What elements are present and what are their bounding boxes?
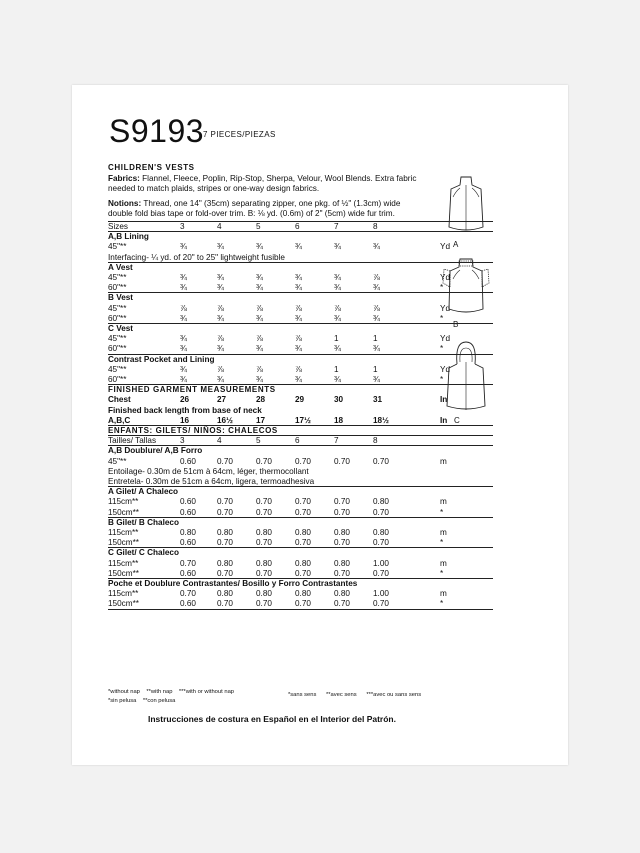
sizes-label: Tailles/ Tallas xyxy=(108,436,157,446)
size-value: 8 xyxy=(373,222,378,231)
cell-value: ¾ xyxy=(180,334,187,344)
cell-value: 0.70 xyxy=(334,568,350,578)
fabrics-label: Fabrics: xyxy=(108,174,140,183)
cell-value: ¾ xyxy=(373,344,380,354)
cell-value: 28 xyxy=(256,395,266,405)
cell-value: 17½ xyxy=(295,415,311,425)
size-value: 5 xyxy=(256,436,261,446)
unit-label: * xyxy=(440,568,444,578)
interfacing-note-text: Entretela- 0.30m de 51cm a 64cm, ligera, termoadhesiva xyxy=(108,477,315,486)
cell-value: ¾ xyxy=(373,375,380,384)
size-value: 7 xyxy=(334,222,339,231)
chest-row xyxy=(108,395,493,405)
unit-label: Yd xyxy=(440,303,451,313)
cell-value: ¾ xyxy=(334,273,341,282)
cell-value: 0.70 xyxy=(256,538,272,548)
cell-value: 0.80 xyxy=(217,558,233,568)
cell-value: 0.80 xyxy=(256,589,272,599)
yardage-row xyxy=(108,304,493,314)
size-value: 6 xyxy=(295,222,300,231)
cell-value: ¾ xyxy=(334,283,341,293)
fabrics-text-2: needed to match plaids, stripes or one-way design fabrics. xyxy=(108,184,320,193)
cell-value: 0.80 xyxy=(334,589,350,599)
finished-heading-row xyxy=(108,385,493,395)
cell-value: 1.00 xyxy=(373,589,389,599)
cell-value: ⅞ xyxy=(295,364,302,374)
cell-value: 16 xyxy=(180,415,190,425)
row-label: 60"** xyxy=(108,375,127,384)
section-name-text: C Gilet/ C Chaleco xyxy=(108,548,179,558)
cell-value: ¾ xyxy=(217,375,224,384)
unit-label: * xyxy=(440,313,444,323)
footnotes-french xyxy=(288,692,421,699)
cell-value: 30 xyxy=(334,395,344,405)
footnote-fr-2: **avec sens xyxy=(326,692,357,698)
cell-value: 0.70 xyxy=(334,497,350,507)
cell-value: ¾ xyxy=(334,313,341,323)
notions-line-1 xyxy=(108,199,400,209)
cell-value: 0.70 xyxy=(295,538,311,548)
cell-value: 0.70 xyxy=(334,599,350,609)
cell-value: ¾ xyxy=(217,273,224,282)
cell-value: 0.80 xyxy=(373,528,389,537)
row-label: 150cm** xyxy=(108,538,139,548)
section-name-text: A,B Doublure/ A,B Forro xyxy=(108,446,203,456)
footnote-fr-1: *sans sens xyxy=(288,692,317,698)
row-label: 60"** xyxy=(108,344,127,354)
cell-value: 1 xyxy=(334,334,339,344)
size-value: 4 xyxy=(217,222,222,231)
size-value: 4 xyxy=(217,436,222,446)
cell-value: 0.70 xyxy=(373,456,389,466)
cell-value: 0.70 xyxy=(373,568,389,578)
cell-value: 0.80 xyxy=(295,528,311,537)
sizes-label: Sizes xyxy=(108,222,129,231)
section-name xyxy=(108,446,493,456)
row-label: 45"** xyxy=(108,273,127,282)
unit-label: * xyxy=(440,283,444,293)
view-label-a: A xyxy=(453,240,459,249)
cell-value: 0.70 xyxy=(180,589,196,599)
cell-value: 27 xyxy=(217,395,227,405)
cell-value: ¾ xyxy=(217,283,224,293)
section-name-text: Contrast Pocket and Lining xyxy=(108,354,215,364)
cell-value: 1 xyxy=(373,364,378,374)
cell-value: ¾ xyxy=(334,375,341,384)
cell-value: 29 xyxy=(295,395,305,405)
cell-value: ¾ xyxy=(180,313,187,323)
cell-value: ¾ xyxy=(295,242,302,252)
section-heading: CHILDREN'S VESTS xyxy=(108,163,195,172)
cell-value: ¾ xyxy=(217,344,224,354)
cell-value: 0.70 xyxy=(217,538,233,548)
cell-value: ¾ xyxy=(180,375,187,384)
size-value: 7 xyxy=(334,436,339,446)
back-length-label-text: Finished back length from base of neck xyxy=(108,405,262,415)
back-length-label xyxy=(108,406,493,416)
section-name-text: C Vest xyxy=(108,324,134,333)
section-name-text: A,B Lining xyxy=(108,232,149,242)
cell-value: 0.70 xyxy=(334,456,350,466)
interfacing-note xyxy=(108,467,493,477)
section-name xyxy=(108,579,493,589)
unit-label: * xyxy=(440,538,444,548)
row-label: 150cm** xyxy=(108,507,139,517)
metrage-row xyxy=(108,559,493,569)
cell-value: ¾ xyxy=(256,313,263,323)
row-label: 45"** xyxy=(108,334,127,344)
cell-value: 18½ xyxy=(373,415,389,425)
cell-value: ¾ xyxy=(180,283,187,293)
footnotes-english xyxy=(108,689,234,696)
notions-label: Notions: xyxy=(108,199,142,208)
cell-value: ⅞ xyxy=(373,273,380,282)
cell-value: 0.70 xyxy=(334,538,350,548)
cell-value: ⅞ xyxy=(334,303,341,313)
unit-label: m xyxy=(440,497,447,507)
cell-value: ⅞ xyxy=(256,364,263,374)
cell-value: 0.80 xyxy=(334,528,350,537)
rule-line xyxy=(108,609,493,610)
cell-value: 0.70 xyxy=(180,558,196,568)
cell-value: ¾ xyxy=(256,344,263,354)
cell-value: 0.70 xyxy=(256,507,272,517)
cell-value: 0.60 xyxy=(180,507,196,517)
yardage-row xyxy=(108,273,493,283)
cell-value: 0.80 xyxy=(334,558,350,568)
footnotes-spanish xyxy=(108,698,175,705)
row-label: 150cm** xyxy=(108,568,139,578)
section-name-text: B Vest xyxy=(108,293,134,303)
cell-value: 17 xyxy=(256,415,266,425)
cell-value: ¾ xyxy=(217,313,224,323)
cell-value: ¾ xyxy=(256,375,263,384)
interfacing-note-text: Entoilage- 0.30m de 51cm à 64cm, léger, thermocollant xyxy=(108,466,309,476)
section-name xyxy=(108,324,493,334)
row-label: 60"** xyxy=(108,283,127,293)
yardage-row xyxy=(108,365,493,375)
cell-value: ¾ xyxy=(334,242,341,252)
pattern-envelope-back xyxy=(72,85,568,765)
cell-value: ¾ xyxy=(373,242,380,252)
row-label: 115cm** xyxy=(108,528,139,537)
cell-value: ¾ xyxy=(295,313,302,323)
footnote-en-2: **with nap xyxy=(146,689,173,695)
size-value: 3 xyxy=(180,222,185,231)
cell-value: 0.80 xyxy=(295,589,311,599)
section-name xyxy=(108,548,493,558)
section-name xyxy=(108,355,493,365)
yardage-row xyxy=(108,334,493,344)
unit-label: In xyxy=(440,415,448,425)
cell-value: ⅞ xyxy=(180,303,187,313)
cell-value: 0.70 xyxy=(217,507,233,517)
cell-value: ⅞ xyxy=(217,303,224,313)
footnote-fr-3: ***avec ou sans sens xyxy=(366,692,422,698)
unit-label: Yd xyxy=(440,364,451,374)
cell-value: ¾ xyxy=(295,273,302,282)
cell-value: 0.80 xyxy=(217,528,233,537)
unit-label: Yd xyxy=(440,242,451,252)
cell-value: ¾ xyxy=(180,344,187,354)
cell-value: 0.60 xyxy=(180,568,196,578)
row-label: 60"** xyxy=(108,313,127,323)
cell-value: 16½ xyxy=(217,415,233,425)
cell-value: ¾ xyxy=(373,283,380,293)
cell-value: 0.70 xyxy=(295,568,311,578)
cell-value: ¾ xyxy=(334,344,341,354)
unit-label: Yd xyxy=(440,334,451,344)
interfacing-note-text: Interfacing- ¼ yd. of 20" to 25" lightweight fusible xyxy=(108,252,285,262)
cell-value: 0.70 xyxy=(373,599,389,609)
section-name xyxy=(108,263,493,273)
fabrics-line-1 xyxy=(108,174,416,184)
row-label: 115cm** xyxy=(108,558,139,568)
cell-value: 0.80 xyxy=(256,558,272,568)
cell-value: 0.70 xyxy=(295,456,311,466)
pattern-number: S9193 xyxy=(109,113,205,149)
unit-label: * xyxy=(440,375,444,384)
cell-value: ⅞ xyxy=(217,334,224,344)
cell-value: ⅞ xyxy=(373,303,380,313)
unit-label: * xyxy=(440,344,444,354)
cell-value: 0.70 xyxy=(295,599,311,609)
unit-label: m xyxy=(440,589,447,599)
notions-text-1: Thread, one 14" (35cm) separating zipper, one pkg. of ½" (1.3cm) wide xyxy=(143,199,401,208)
footnote-en-3: ***with or without nap xyxy=(178,689,235,695)
cell-value: 0.80 xyxy=(295,558,311,568)
cell-value: 0.70 xyxy=(256,497,272,507)
row-label: 45"** xyxy=(108,364,127,374)
yardage-row xyxy=(108,242,493,252)
row-label: 45"** xyxy=(108,303,127,313)
cell-value: ¾ xyxy=(295,375,302,384)
unit-label: m xyxy=(440,558,447,568)
cell-value: ¾ xyxy=(295,344,302,354)
cell-value: 0.70 xyxy=(373,507,389,517)
cell-value: 0.70 xyxy=(217,497,233,507)
cell-value: 26 xyxy=(180,395,190,405)
cell-value: 0.70 xyxy=(295,507,311,517)
unit-label: m xyxy=(440,456,447,466)
cell-value: 0.70 xyxy=(217,456,233,466)
row-label: 45"** xyxy=(108,242,127,252)
cell-value: ¾ xyxy=(256,242,263,252)
cell-value: ¾ xyxy=(180,242,187,252)
cell-value: ⅞ xyxy=(256,303,263,313)
size-value: 3 xyxy=(180,436,185,446)
section-name-text: Poche et Doublure Contrastantes/ Bosillo y Forro Contrastantes xyxy=(108,579,358,588)
row-label: 115cm** xyxy=(108,497,139,507)
size-value: 8 xyxy=(373,436,378,446)
cell-value: 0.70 xyxy=(295,497,311,507)
metrage-row xyxy=(108,589,493,599)
french-spanish-heading: ENFANTS: GILETS/ NIÑOS: CHALECOS xyxy=(108,426,278,435)
finished-measurements-heading: FINISHED GARMENT MEASUREMENTS xyxy=(108,385,276,395)
cell-value: 0.80 xyxy=(256,528,272,537)
cell-value: 0.70 xyxy=(256,599,272,609)
cell-value: 0.70 xyxy=(256,568,272,578)
row-label: A,B,C xyxy=(108,415,131,425)
footnote-es-1: *sin pelusa xyxy=(108,698,137,704)
cell-value: 1.00 xyxy=(373,558,389,568)
size-value: 6 xyxy=(295,436,300,446)
cell-value: 1 xyxy=(334,364,339,374)
cell-value: 0.60 xyxy=(180,456,196,466)
cell-value: 0.70 xyxy=(217,599,233,609)
cell-value: ¾ xyxy=(256,283,263,293)
unit-label: Yd xyxy=(440,273,451,282)
cell-value: 0.70 xyxy=(373,538,389,548)
cell-value: 0.80 xyxy=(180,528,196,537)
cell-value: ¾ xyxy=(180,273,187,282)
view-label-c: C xyxy=(454,416,460,425)
metrage-row xyxy=(108,457,493,467)
footnote-es-2: **con pelusa xyxy=(142,698,176,704)
size-value: 5 xyxy=(256,222,261,231)
cell-value: 31 xyxy=(373,395,383,405)
section-name xyxy=(108,232,493,242)
section-name xyxy=(108,518,493,528)
section-name-text: A Gilet/ A Chaleco xyxy=(108,487,179,497)
cell-value: ¾ xyxy=(256,273,263,282)
spanish-instructions-note: Instrucciones de costura en Español en el Interior del Patrón. xyxy=(148,714,396,724)
cell-value: 0.60 xyxy=(180,599,196,609)
section-name xyxy=(108,487,493,497)
row-label: Chest xyxy=(108,395,131,405)
cell-value: 0.80 xyxy=(217,589,233,599)
section-name-text: B Gilet/ B Chaleco xyxy=(108,517,179,527)
cell-value: ¾ xyxy=(373,313,380,323)
row-label: 115cm** xyxy=(108,589,139,599)
metrage-row xyxy=(108,528,493,538)
notions-text-2: double fold bias tape or fold-over trim. B: ⅛ yd. (0.6m) of 2" (5cm) wide fur trim. xyxy=(108,209,395,218)
fabrics-text-1: Flannel, Fleece, Poplin, Rip-Stop, Sherpa, Velour, Wool Blends. Extra fabric xyxy=(142,174,417,183)
cell-value: ¾ xyxy=(217,242,224,252)
metrage-row xyxy=(108,497,493,507)
unit-label: * xyxy=(440,507,444,517)
section-name xyxy=(108,293,493,303)
cell-value: ⅞ xyxy=(217,364,224,374)
cell-value: 0.70 xyxy=(334,507,350,517)
cell-value: ¾ xyxy=(295,283,302,293)
cell-value: 0.60 xyxy=(180,538,196,548)
cell-value: ⅞ xyxy=(295,334,302,344)
footnote-en-1: *without nap xyxy=(108,689,140,695)
unit-label: * xyxy=(440,599,444,609)
cell-value: 0.60 xyxy=(180,497,196,507)
row-label: 150cm** xyxy=(108,599,139,609)
view-label-b: B xyxy=(453,320,459,329)
row-label: 45"** xyxy=(108,456,127,466)
cell-value: 0.70 xyxy=(217,568,233,578)
cell-value: ⅞ xyxy=(256,334,263,344)
cell-value: 0.80 xyxy=(373,497,389,507)
cell-value: 18 xyxy=(334,415,344,425)
pieces-count: 7 PIECES/PIEZAS xyxy=(203,130,276,139)
cell-value: ¾ xyxy=(180,364,187,374)
unit-label: In xyxy=(440,395,448,405)
unit-label: m xyxy=(440,528,447,537)
cell-value: 0.70 xyxy=(256,456,272,466)
cell-value: 1 xyxy=(373,334,378,344)
section-name-text: A Vest xyxy=(108,262,133,272)
cell-value: ⅞ xyxy=(295,303,302,313)
